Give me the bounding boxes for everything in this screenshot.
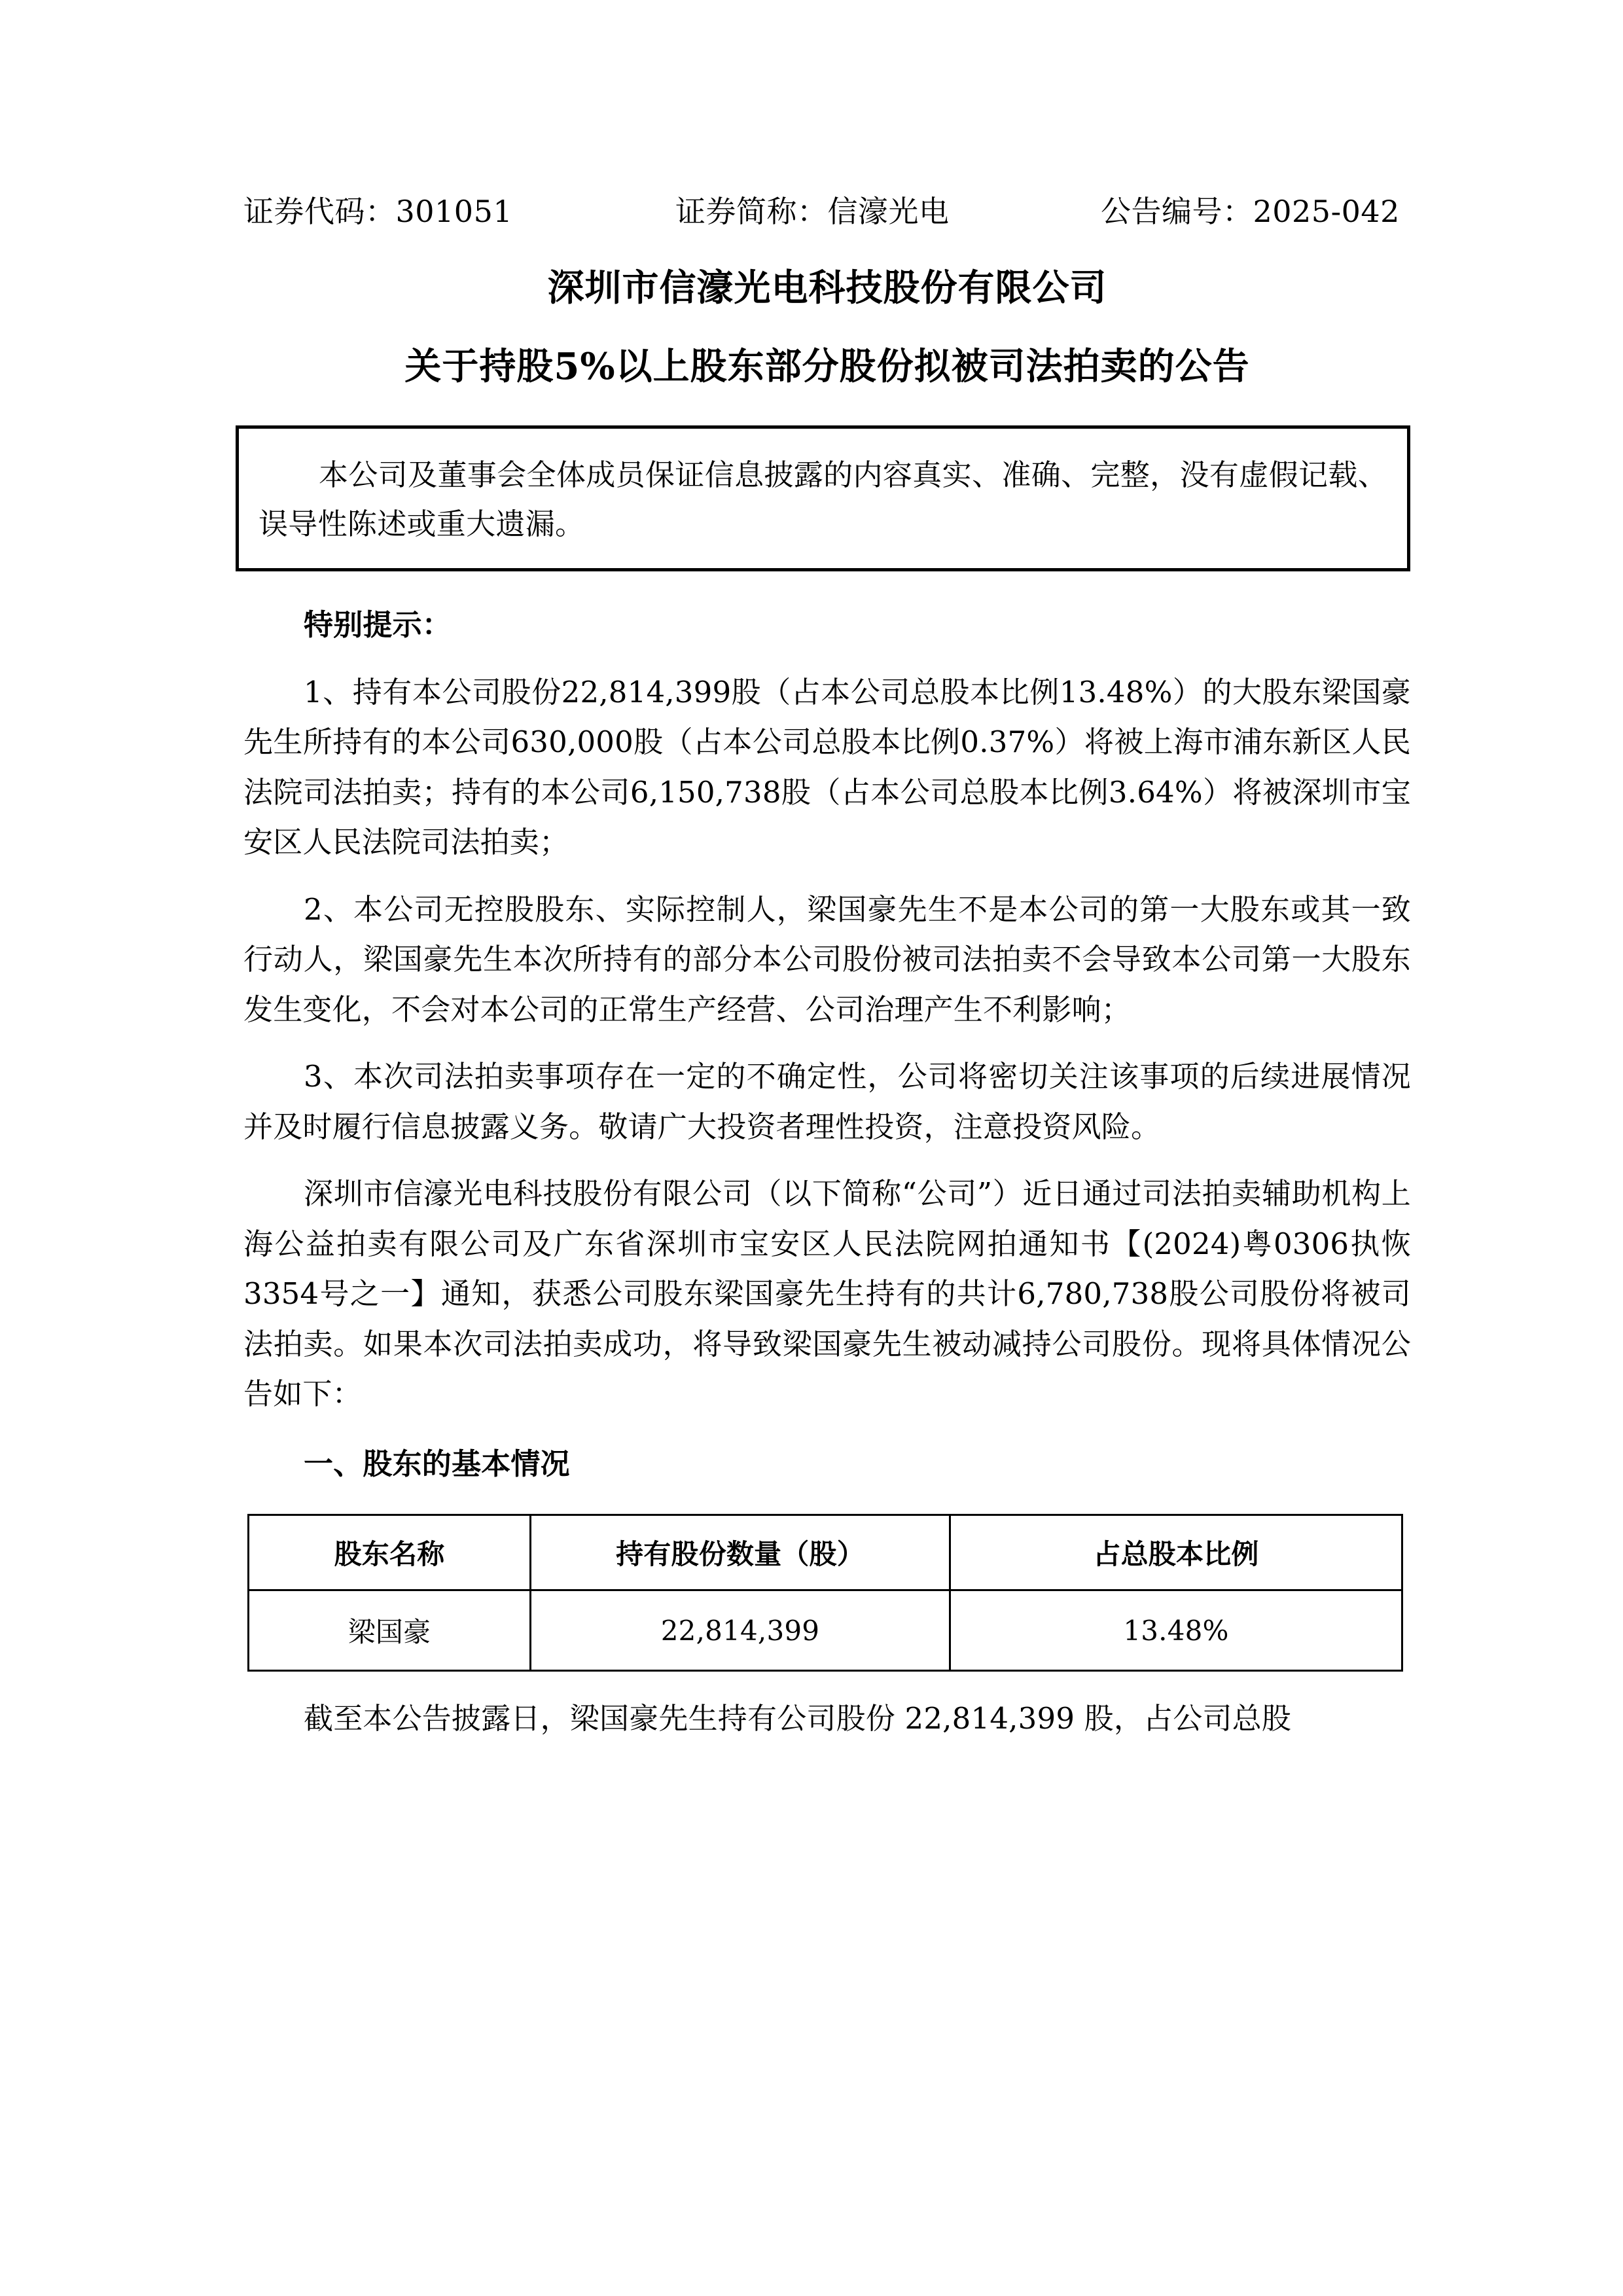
table-body — [249, 1590, 1402, 1671]
column-header-ratio: 占总股本比例 — [950, 1515, 1402, 1590]
page-content — [243, 196, 1411, 1744]
announcement-number: 公告编号：2025-042 — [1101, 194, 1400, 229]
disclaimer-text: 本公司及董事会全体成员保证信息披露的内容真实、准确、完整，没有虚假记载、误导性陈述或重大遗漏。 — [259, 457, 1387, 541]
cell-shares-held: 22,814,399 — [531, 1590, 950, 1671]
section-one-closing-paragraph: 截至本公告披露日，梁国豪先生持有公司股份 22,814,399 股，占公司总股 — [304, 1701, 1292, 1736]
disclaimer-box — [236, 425, 1410, 571]
special-notice-heading: 特别提示： — [304, 607, 452, 643]
table-header-row — [249, 1515, 1402, 1590]
title-block — [243, 266, 1411, 388]
column-header-shareholder-name: 股东名称 — [249, 1515, 531, 1590]
column-header-shares-held: 持有股份数量（股） — [531, 1515, 950, 1590]
announcement-subject-title: 关于持股5%以上股东部分股份拟被司法拍卖的公告 — [404, 345, 1250, 388]
special-notice-item-1: 1、持有本公司股份22,814,399股（占本公司总股本比例13.48%）的大股东梁国豪先生所持有的本公司630,000股（占本公司总股本比例0.37%）将被上海市浦东新区人民法院司法拍卖；持有的本公司6,150,738股（占本公司总股本比例3.64%）将被深圳市宝安区人民法院司法拍卖； — [243, 674, 1411, 860]
cell-shareholder-name: 梁国豪 — [249, 1590, 531, 1671]
section-one-heading: 一、股东的基本情况 — [304, 1446, 570, 1481]
document-header — [243, 194, 1411, 229]
body-intro-paragraph: 深圳市信濠光电科技股份有限公司（以下简称“公司”）近日通过司法拍卖辅助机构上海公益拍卖有限公司及广东省深圳市宝安区人民法院网拍通知书【(2024)粤0306执恢 3354号之一】通知，获悉公司股东梁国豪先生持有的共计6,780,738股公司股份将被司法拍卖。如果本次司法拍卖成功，将导致梁国豪先生被动减持公司股份。现将具体情况公告如下： — [243, 1176, 1411, 1412]
table-row — [249, 1590, 1402, 1671]
table-header — [249, 1515, 1402, 1590]
cell-ratio: 13.48% — [950, 1590, 1402, 1671]
security-abbreviation: 证券简称：信濠光电 — [675, 194, 950, 229]
security-code: 证券代码：301051 — [243, 194, 513, 229]
special-notice-item-3: 3、本次司法拍卖事项存在一定的不确定性，公司将密切关注该事项的后续进展情况并及时履行信息披露义务。敬请广大投资者理性投资，注意投资风险。 — [243, 1059, 1411, 1144]
company-name-title: 深圳市信濠光电科技股份有限公司 — [547, 266, 1107, 310]
special-notice-item-2: 2、本公司无控股股东、实际控制人，梁国豪先生不是本公司的第一大股东或其一致行动人，梁国豪先生本次所持有的部分本公司股份被司法拍卖不会导致本公司第一大股东发生变化，不会对本公司的正常生产经营、公司治理产生不利影响； — [243, 891, 1411, 1027]
shareholder-table — [247, 1514, 1403, 1672]
